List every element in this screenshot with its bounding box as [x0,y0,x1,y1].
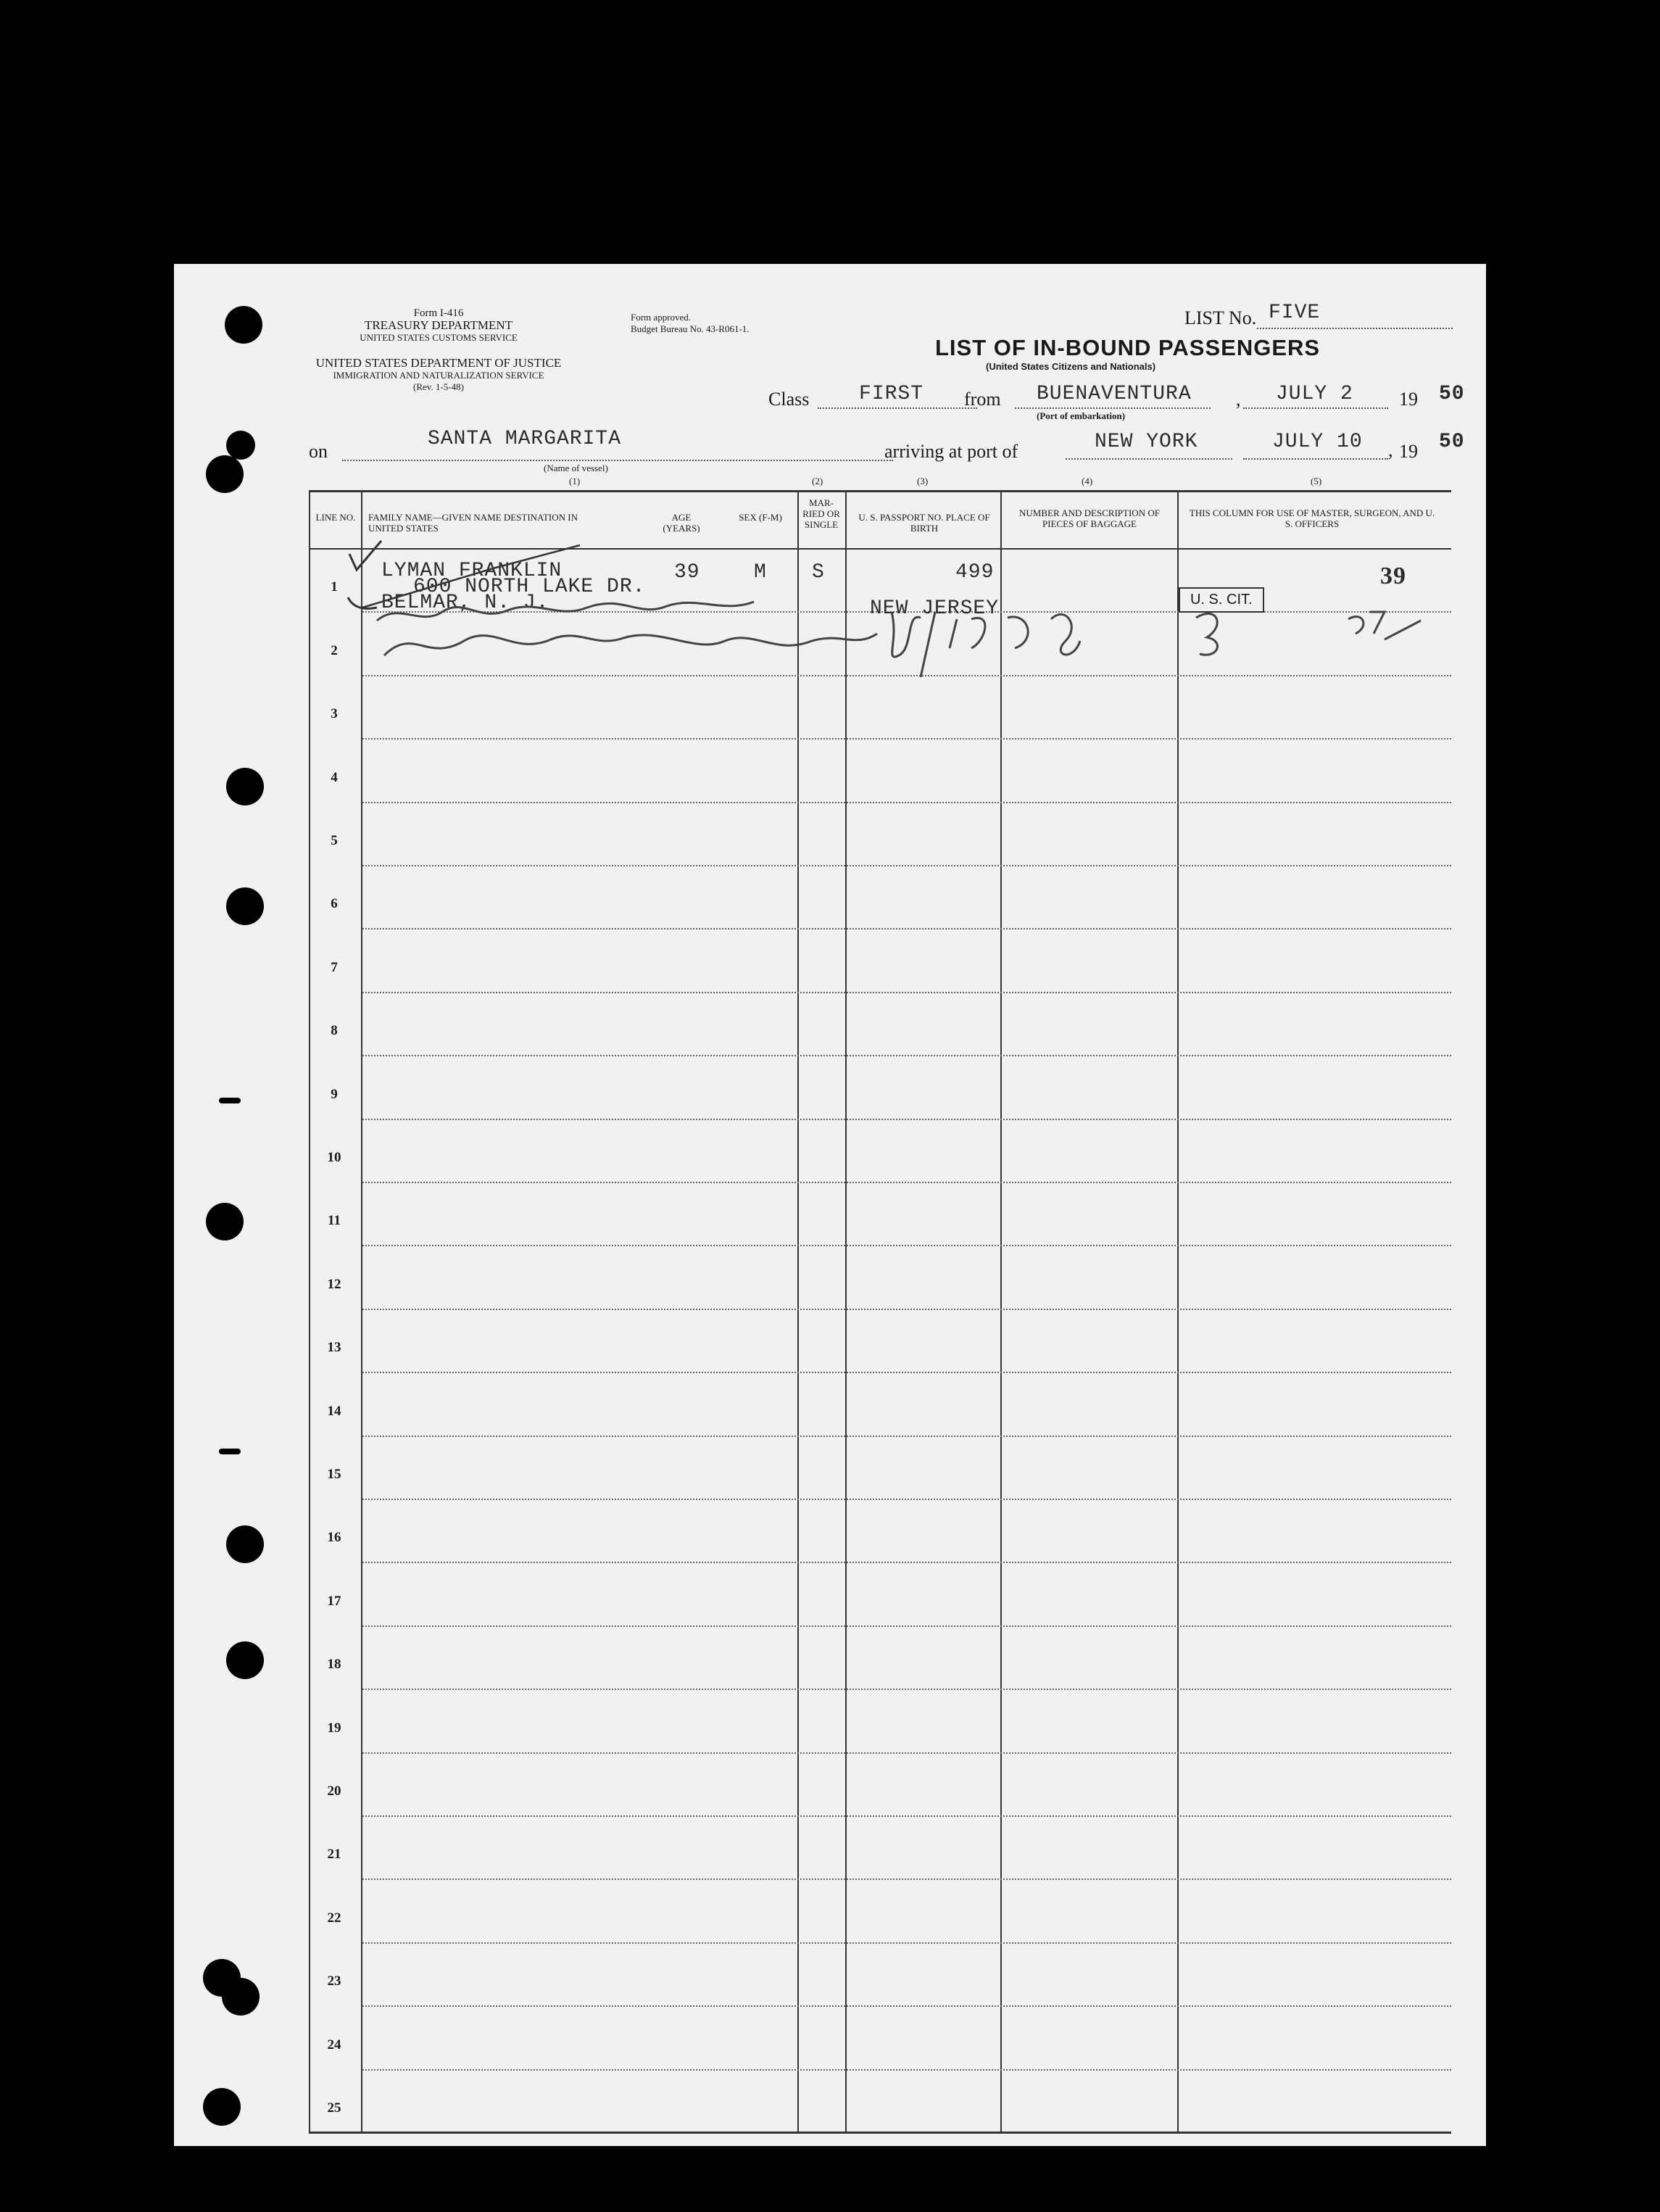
col-head-line: LINE NO. [315,512,356,523]
row-line [362,1309,1451,1310]
col-divider [845,490,847,2132]
line-number: 9 [331,1086,338,1102]
passenger-address-2: BELMAR, N. J. [381,592,549,614]
form-page [174,264,1486,2146]
col-num-2: (2) [812,476,823,486]
arrival-date: JULY 10 [1272,431,1363,453]
punch-hole [206,1203,244,1240]
line-number: 12 [327,1276,341,1292]
row-line [362,1436,1451,1437]
punch-mark [219,1449,241,1454]
punch-hole [222,1978,260,2016]
list-no-label: LIST No. [1184,307,1257,328]
justice-dept: UNITED STATES DEPARTMENT OF JUSTICE [315,356,562,370]
col-head-officers: THIS COLUMN FOR USE OF MASTER, SURGEON, AND U. S. OFFICERS [1189,508,1435,529]
row-line [362,1372,1451,1373]
punch-hole [225,306,262,344]
line-number: 21 [327,1847,341,1863]
birthplace: NEW JERSEY [870,597,1000,620]
depart-year: 50 [1439,383,1465,405]
punch-hole [226,887,264,925]
list-no-value: FIVE [1269,302,1321,324]
arrival-port: NEW YORK [1095,431,1198,453]
line-number: 3 [331,706,338,722]
row-line [362,1752,1451,1754]
arrival-date-line [1243,458,1388,460]
passenger-name: LYMAN FRANKLIN [381,560,563,582]
table-bottom [309,2132,1451,2134]
arrival-year: 50 [1439,431,1465,453]
from-label: from [964,389,1001,410]
revision: (Rev. 1-5-48) [413,381,464,392]
customs-service: UNITED STATES CUSTOMS SERVICE [360,332,518,343]
officer-mark: 39 [1380,563,1406,589]
row-line [362,738,1451,740]
class-value: FIRST [859,383,924,405]
punch-hole [226,1641,264,1679]
page-title: LIST OF IN-BOUND PASSENGERS [935,335,1321,360]
line-number: 5 [331,833,338,848]
citizen-stamp: U. S. CIT. [1179,587,1264,613]
passenger-age: 39 [674,561,700,584]
table-top [309,490,1451,492]
row-line [362,2005,1451,2007]
punch-hole [203,2088,241,2126]
vessel-name: SANTA MARGARITA [428,428,622,450]
row-line [362,1815,1451,1817]
form-approved: Form approved. [631,312,692,323]
col-head-sex: SEX (F-M) [739,512,782,523]
arrival-comma: , [1388,439,1393,460]
line-number: 16 [327,1530,341,1546]
row-line [362,1119,1451,1120]
depart-year-prefix: 19 [1399,389,1418,410]
punch-hole [226,768,264,805]
arriving-label: arriving at port of [884,441,1018,462]
row-line [362,1499,1451,1500]
line-number: 18 [327,1657,341,1673]
line-number: 15 [327,1467,341,1482]
passport-number: 499 [955,561,995,584]
row-line [362,992,1451,993]
col-head-baggage: NUMBER AND DESCRIPTION OF PIECES OF BAGGAGE [1019,508,1160,529]
budget-bureau: Budget Bureau No. 43-R061-1. [631,323,750,334]
line-number: 7 [331,959,338,975]
from-line [1015,407,1211,409]
row-line [362,1942,1451,1944]
arrival-port-line [1066,458,1232,460]
col-head-age: AGE (YEARS) [663,512,700,534]
form-number: Form I-416 [413,307,464,319]
col-divider [1177,490,1179,2132]
depart-date: JULY 2 [1276,383,1353,405]
line-number: 14 [327,1403,341,1419]
col-num-5: (5) [1311,476,1322,486]
line-number: 23 [327,1973,341,1989]
row-line [362,1625,1451,1627]
passenger-address-1: 600 NORTH LAKE DR. [413,576,646,598]
list-no-line [1257,328,1453,329]
punch-mark [219,1098,241,1103]
line-number: 25 [327,2100,341,2116]
col-head-married: MAR-RIED OR SINGLE [802,497,840,530]
row-line [362,802,1451,803]
row-line [362,1878,1451,1880]
row-line [362,1055,1451,1056]
col-divider [309,490,310,2132]
col-divider [1000,490,1002,2132]
line-number: 2 [331,642,338,658]
punch-hole [226,431,255,460]
punch-hole [206,455,244,493]
col-head-name: FAMILY NAME—GIVEN NAME DESTINATION IN UNITED STATES [368,512,578,534]
passenger-marital: S [812,561,825,584]
class-line [818,407,977,409]
line-number: 24 [327,2037,341,2052]
row-line [362,1245,1451,1246]
row-line [362,1689,1451,1690]
vessel-line [342,460,893,461]
vessel-col: (1) [569,476,581,486]
row-line [362,2069,1451,2071]
class-label: Class [768,389,810,410]
col-num-4: (4) [1082,476,1093,486]
col-divider [797,490,799,2132]
line-number: 4 [331,769,338,785]
vessel-label: (Name of vessel) [544,463,608,473]
passenger-sex: M [754,561,767,584]
from-value: BUENAVENTURA [1037,383,1192,405]
line-number: 22 [327,1910,341,1926]
line-number: 19 [327,1720,341,1736]
line-number: 10 [327,1150,341,1165]
line-number: 17 [327,1593,341,1609]
on-label: on [309,441,328,462]
row-line [362,865,1451,866]
line-number: 8 [331,1023,338,1039]
line-number: 11 [328,1213,341,1229]
arrival-year-prefix: 19 [1399,441,1418,462]
col-head-passport: U. S. PASSPORT NO. PLACE OF BIRTH [858,512,990,534]
row-line [362,1182,1451,1183]
handwritten-annotation [319,532,1450,699]
depart-date-line [1243,407,1388,409]
line-number: 20 [327,1784,341,1799]
row-line [362,928,1451,929]
col-num-3: (3) [917,476,929,486]
punch-hole [226,1525,264,1563]
page-subtitle: (United States Citizens and Nationals) [986,361,1156,372]
comma: , [1236,389,1241,410]
line-number: 13 [327,1340,341,1356]
row-line [362,1562,1451,1563]
line-number: 1 [331,579,338,595]
port-embark-label: (Port of embarkation) [1037,410,1126,421]
col-divider [361,490,362,2132]
line-number: 6 [331,896,338,912]
treasury-dept: TREASURY DEPARTMENT [364,318,513,332]
ins-service: IMMIGRATION AND NATURALIZATION SERVICE [333,370,544,381]
